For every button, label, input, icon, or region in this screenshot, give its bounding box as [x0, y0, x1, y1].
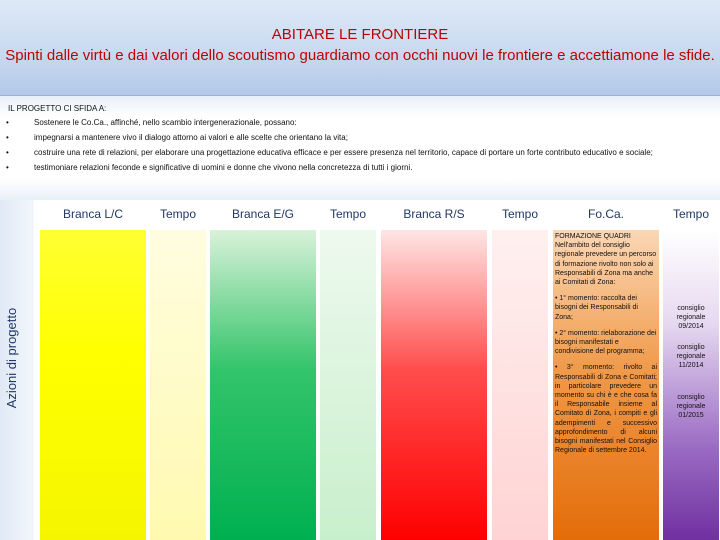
header-branca-eg: Branca E/G: [231, 207, 295, 221]
header-tempo-1: Tempo: [159, 207, 197, 221]
bullet-icon: •: [6, 133, 9, 142]
bullet-icon: •: [6, 118, 9, 127]
project-intro: IL PROGETTO CI SFIDA A:: [8, 104, 107, 113]
page-title: ABITARE LE FRONTIERE: [271, 26, 449, 43]
column-branca-eg: [210, 230, 316, 540]
project-section: [0, 96, 720, 200]
list-item: • Sostenere le Co.Ca., affinché, nello scambio intergenerazionale, possano:: [6, 118, 297, 127]
project-bullets: [0, 118, 712, 178]
bullet-icon: •: [6, 163, 9, 172]
column-branca-rs: [381, 230, 487, 540]
side-label: Azioni di progetto: [4, 307, 19, 409]
header-tempo-2: Tempo: [329, 207, 367, 221]
tempo-note-3: consiglio regionale 01/2015: [676, 394, 706, 419]
column-branca-lc: [40, 230, 146, 540]
foca-paragraph: • 1° momento: raccolta dei bisogni dei Responsabili di Zona;: [555, 295, 638, 321]
list-item: • costruire una rete di relazioni, per elaborare una progettazione educativa efficace e per essere presenza nel territorio, capace di portare un forte contributo educativo e sociale;: [6, 148, 653, 157]
header-foca: Fo.Ca.: [587, 207, 624, 221]
header-branca-lc: Branca L/C: [62, 207, 124, 221]
tempo-note-1: consiglio regionale 09/2014: [676, 305, 706, 330]
tempo-note-2: consiglio regionale 11/2014: [676, 344, 706, 369]
foca-content: [555, 232, 657, 462]
header-tempo-3: Tempo: [501, 207, 539, 221]
header-branca-rs: Branca R/S: [403, 207, 465, 221]
title-banner: [0, 0, 720, 96]
column-tempo-3: [492, 230, 548, 540]
column-tempo-4: [663, 230, 719, 540]
foca-paragraph: • 2° momento: rielaborazione dei bisogni manifestati e condivisione del programma;: [555, 329, 657, 356]
list-item: • impegnarsi a mantenere vivo il dialogo attorno ai valori e alle scelte che orientano la vita;: [6, 133, 348, 142]
column-tempo-2: [320, 230, 376, 540]
bullet-icon: •: [6, 148, 9, 157]
foca-paragraph: • 3° momento: rivolto ai Responsabili di Zona e Comitati; in particolare prevedere un momento su chi è e che cosa fa il Responsabile insieme al Comitato di Zona, i compiti e gli adempimenti e successivo approfondimento di alcuni bisogni manifestati nel Consiglio Regionale di settembre 2014.: [555, 364, 657, 455]
column-tempo-1: [150, 230, 206, 540]
header-tempo-4: Tempo: [672, 207, 710, 221]
foca-paragraph: FORMAZIONE QUADRI Nell'ambito del consiglio regionale prevedere un percorso di formazione rivolto non solo ai Responsabili di Zona ma anche ai Comitati di Zona:: [555, 233, 657, 287]
list-item: • testimoniare relazioni feconde e significative di uomini e donne che vivono nella concretezza di tutti i giorni.: [6, 163, 413, 172]
page-subtitle: Spinti dalle virtù e dai valori dello scoutismo guardiamo con occhi nuovi le frontiere e accettiamone le sfide.: [5, 47, 715, 64]
